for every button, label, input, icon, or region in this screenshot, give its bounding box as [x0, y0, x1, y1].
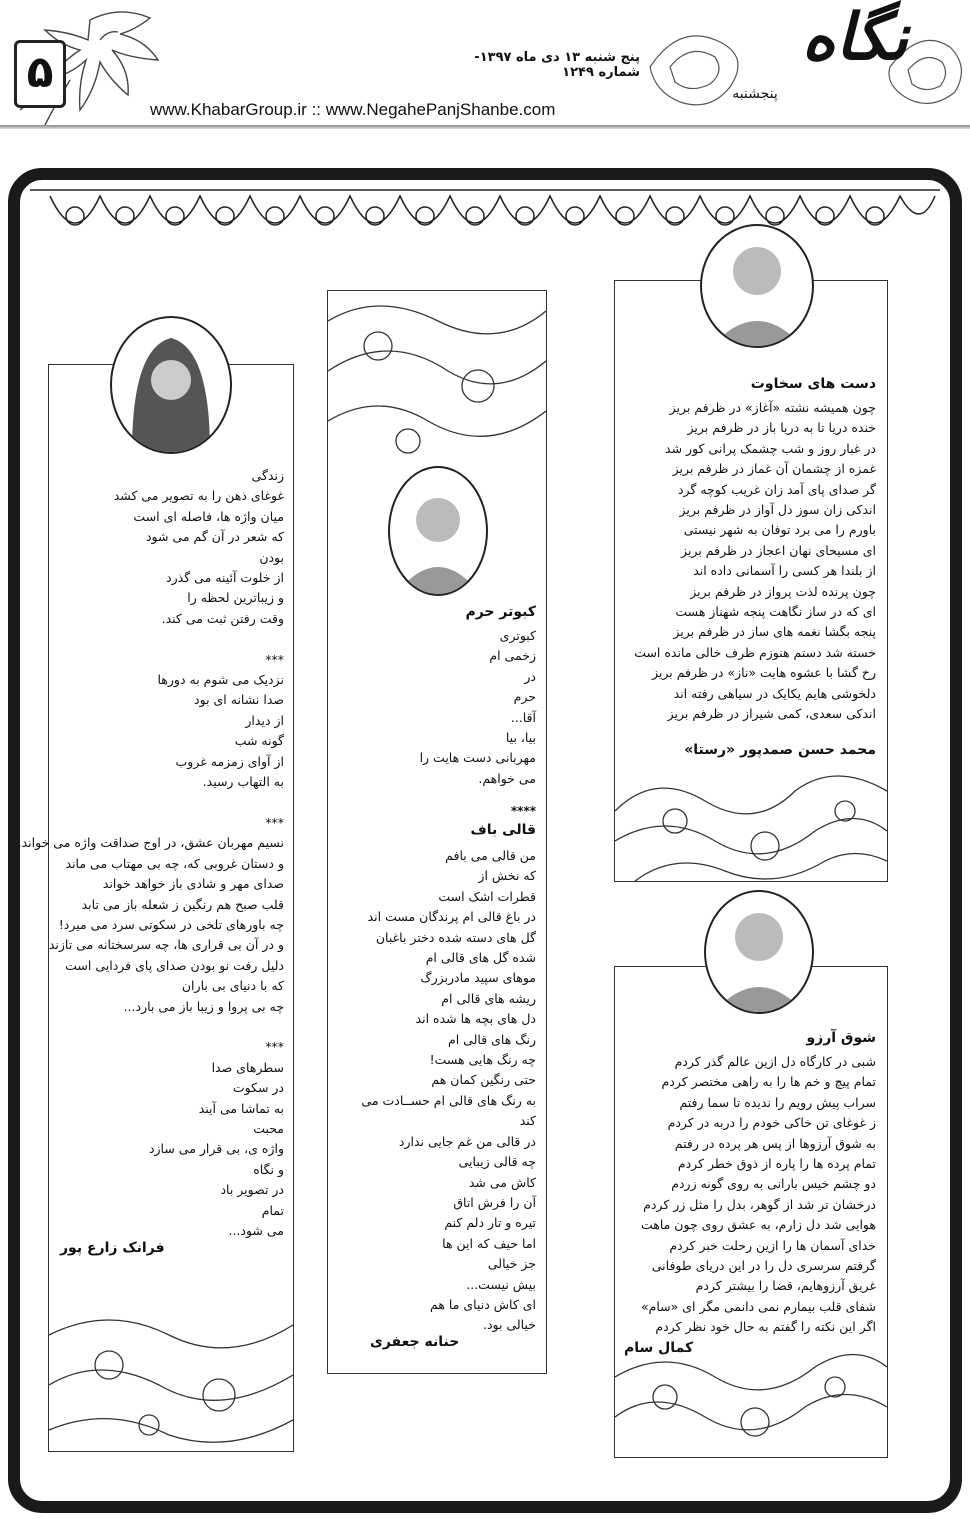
poem-body: کبوتری زخمی ام در حرم آقا... بیا، بیا مهربانی دست هایت را می خواهم.	[419, 628, 536, 786]
portrait-icon	[390, 468, 486, 594]
page-header	[0, 0, 970, 150]
issue-line: پنج شنبه ۱۳ دی ماه ۱۳۹۷- شماره ۱۲۴۹	[474, 50, 640, 80]
poem-body: چون همیشه نشته «آغاز» در ظرفم بریز خنده دریا تا به دریا باز در ظرفم بریز در غبار روز و شب چشمک پرانی کور شد غمزه از چشمان آن غماز در ظرفم بریز گر صدای پای آمد زان غریب کوچه گرد اندکی زان سوز دل آواز در ظرفم بریز باورم را می برد توفان به شهر نیستی ای مسیحای نهان اعجاز در ظرفم بریز از بلندا هر کسی را آسمانی داده اند چون پرنده لذت پرواز در ظرفم بریز ای که در ساز نگاهت پنجه شهناز هست پنجه بگشا نغمه های ساز در ظرفم بریز خسته شد دستم هنوزم ظرف خالی مانده است رخ گشا با عشوه هایت «ناز» در ظرفم بریز دلخوشی هایم یکایک در سیاهی رفته اند اندکی سعدی، کمی شیراز در ظرفم بریز	[634, 400, 876, 722]
author-photo-sam	[704, 890, 814, 1014]
portrait-icon	[706, 892, 812, 1012]
poem-author: محمد حسن صمدپور «رستا»	[684, 742, 876, 758]
lace-border-icon	[30, 182, 940, 254]
author-photo-zarepour	[110, 316, 232, 454]
page-number: ۵	[14, 40, 66, 108]
poem-author: فرانک زارع پور	[60, 1240, 165, 1256]
poem-body: زندگی غوغای ذهن را به تصویر می کشد میان واژه ها، فاصله ای است که شعر در آن گم می شود بودن از خلوت آئینه می گذرد و زیباترین لحظه را وقت رفتن ثبت می کند. *** نزدیک می شوم به دورها صدا نشانه ای بود از دیدار گونه شب از آوای زمزمه غروب به التهاب رسید. *** نسیم مهربان عشق، در اوج صداقت واژه می خواند... و دستان غروبی که، چه بی مهتاب می ماند صدای مهر و شادی باز خواهد خواند قلب صبح هم رنگین ز شعله باز می تابد چه باورهای تلخی در سکوتی سرد می میرد! و در آن بی قراری ها، چه سرسختانه می تازند دلیل رفت نو بودن صدای پای فردایی است که با دنیای بی باران چه بی پروا و زیبا باز می بارد... *** سطرهای صدا در سکوت به تماشا می آیند محبت واژه ی، بی قرار می سازد و نگاه در تصویر باد تمام می شود...	[9, 468, 284, 1239]
portrait-icon	[702, 226, 812, 346]
header-divider	[0, 125, 970, 129]
author-photo-samadpour	[700, 224, 814, 348]
poem-author: حنانه جعفری	[370, 1334, 460, 1350]
poem-title: قالی باف	[470, 822, 536, 838]
poem-separator: ****	[510, 804, 536, 818]
poem-title: کبوتر حرم	[465, 604, 536, 620]
paisley-ornament-icon	[49, 1295, 293, 1451]
poem-body: شبی در کارگاه دل ازین عالم گذر کردم تمام پیچ و خم ها را به راهی مختصر کردم سراب پیش رویم را ندیده تا سما رفتم ز غوغای تن خاکی خودم را دربه در کردم به شوق آرزوها از پس هر پرده در رفتم تمام پرده ها را پاره از ذوق خطر کردم دو چشم خیس بارانی به روی گونه زردم درخشان تر شد از گوهر، بدل را مثل زر کردم هوایی شد دل زارم، به عشق روی چون ماهت خدای آسمان ها را ازین رحلت خبر کردم گرفتم سرسری دل را در این دریای طوفانی غریق آرزوهایم، قضا را بیشتر کردم شفای قلب بیمارم نمی دانمی مگر ای «سام» اگر این نکته را گفتم به حال خود نظر کردم	[640, 1054, 876, 1335]
website-links[interactable]: www.KhabarGroup.ir :: www.NegahePanjShanbe.com	[150, 100, 556, 119]
author-photo-jafari	[388, 466, 488, 596]
masthead-logo: نگاه	[801, 0, 909, 75]
poem-title: دست های سخاوت	[750, 376, 876, 392]
masthead-subtitle: پنجشنبه	[732, 86, 778, 102]
paisley-ornament-icon	[615, 751, 887, 881]
poem-body: من قالی می بافم که نخش از قطرات اشک است در باغ قالی ام پرندگان مست اند گل های دسته شده دختر باغبان شده گل های قالی ام موهای سپید مادربزرگ ریشه های قالی ام دل های بچه ها شده اند رنگ های قالی ام چه رنگ هایی هست! حتی رنگین کمان هم به رنگ های قالی ام حســادت می کند در قالی من غم جایی ندارد چه قالی زیبایی کاش می شد آن را فرش اتاق تیره و تار دلم کنم اما حیف که این ها جز خیالی بیش نیست... ای کاش دنیای ما هم خیالی بود.	[361, 848, 536, 1333]
portrait-icon	[112, 318, 230, 452]
paisley-ornament-icon	[328, 291, 546, 481]
poem-author: کمال سام	[624, 1340, 694, 1356]
poem-title: شوق آرزو	[806, 1030, 876, 1046]
